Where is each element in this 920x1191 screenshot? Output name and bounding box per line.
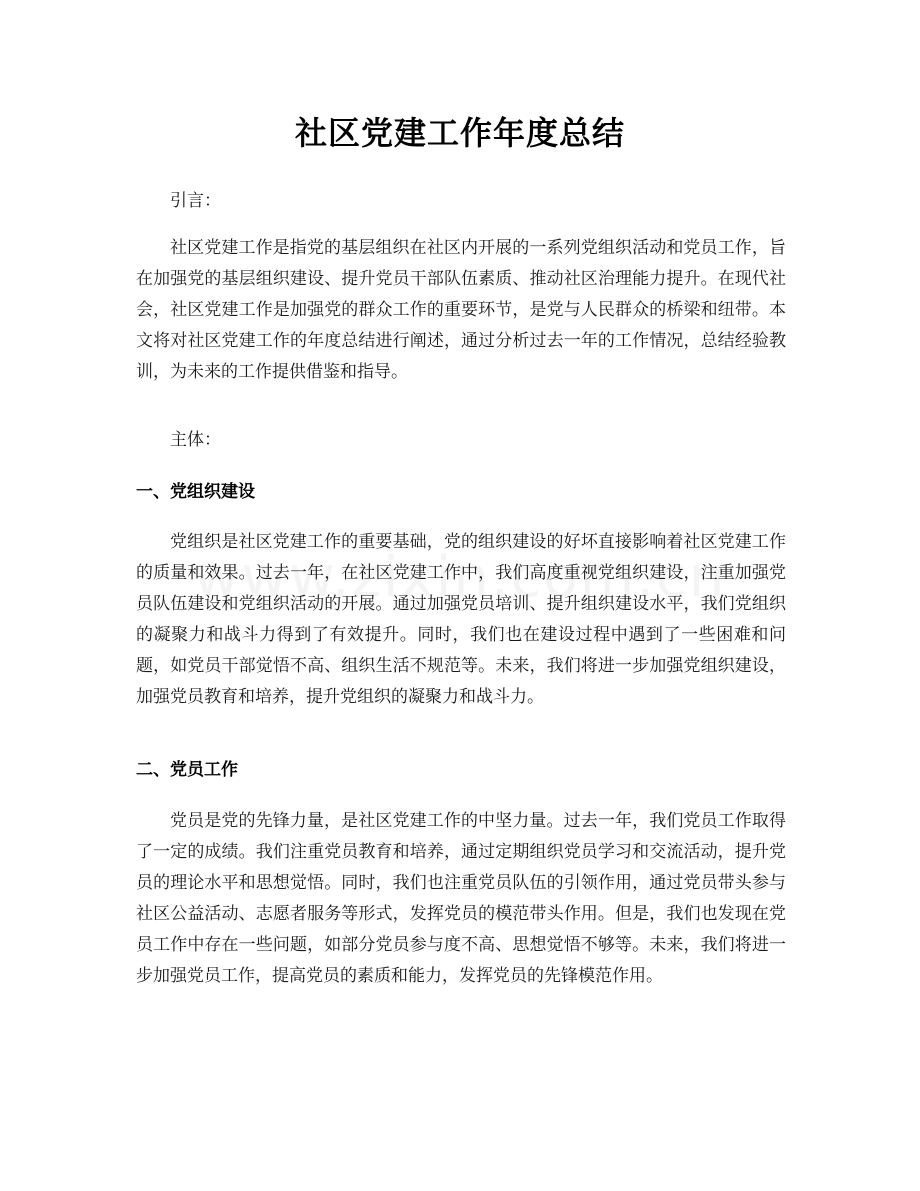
document-title: 社区党建工作年度总结 xyxy=(294,114,625,152)
section-paragraph-party-organization: 党组织是社区党建工作的重要基础，党的组织建设的好坏直接影响着社区党建工作的质量和效果。过去一年，在社区党建工作中，我们高度重视党组织建设，注重加强党员队伍建设和党组织活动的开展。通过加强党员培训、提升组织建设水平，我们党组织的凝聚力和战斗力得到了有效提升。同时，我们也在建设过程中遇到了一些困难和问题，如党员干部觉悟不高、组织生活不规范等。未来，我们将进一步加强党组织建设，加强党员教育和培养，提升党组织的凝聚力和战斗力。 xyxy=(136,532,786,707)
section-heading-party-members: 二、党员工作 xyxy=(136,760,238,780)
section-heading-party-organization: 一、党组织建设 xyxy=(136,482,255,502)
intro-label: 引言： xyxy=(170,191,221,211)
intro-paragraph: 社区党建工作是指党的基层组织在社区内开展的一系列党组织活动和党员工作，旨在加强党的基层组织建设、提升党员干部队伍素质、推动社区治理能力提升。在现代社会，社区党建工作是加强党的群众工作的重要环节，是党与人民群众的桥梁和纽带。本文将对社区党建工作的年度总结进行阐述，通过分析过去一年的工作情况，总结经验教训，为未来的工作提供借鉴和指导。 xyxy=(136,238,786,382)
body-label: 主体： xyxy=(170,430,221,450)
section-paragraph-party-members: 党员是党的先锋力量，是社区党建工作的中坚力量。过去一年，我们党员工作取得了一定的成绩。我们注重党员教育和培养，通过定期组织党员学习和交流活动，提升党员的理论水平和思想觉悟。同时，我们也注重党员队伍的引领作用，通过党员带头参与社区公益活动、志愿者服务等形式，发挥党员的模范带头作用。但是，我们也发现在党员工作中存在一些问题，如部分党员参与度不高、思想觉悟不够等。未来，我们将进一步加强党员工作，提高党员的素质和能力，发挥党员的先锋模范作用。 xyxy=(136,811,786,986)
